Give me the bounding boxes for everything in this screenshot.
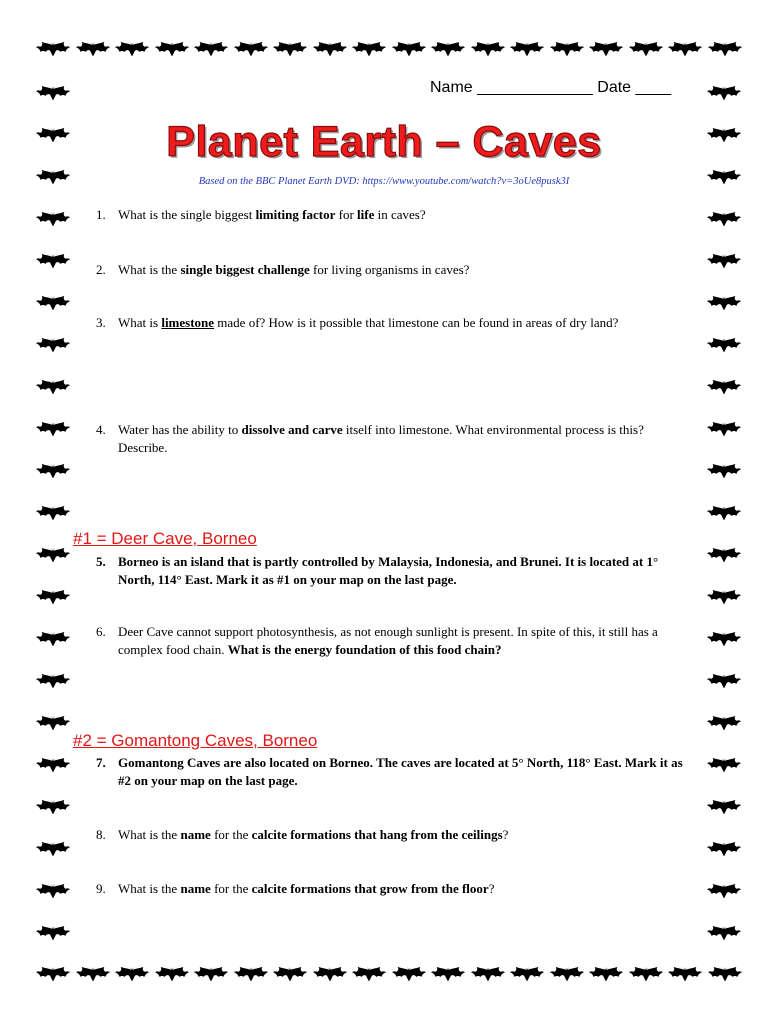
source-link[interactable]: Based on the BBC Planet Earth DVD: https://www.youtube.com/watch?v=3oUe8pusk3I bbox=[198, 176, 570, 187]
question-text: Water has the ability to bbox=[118, 422, 242, 437]
question-4 bbox=[96, 421, 696, 457]
bat-icon bbox=[36, 84, 70, 101]
question-keyword: limestone bbox=[161, 315, 215, 330]
bat-icon bbox=[36, 546, 70, 563]
bat-icon bbox=[36, 672, 70, 689]
bat-icon bbox=[707, 546, 741, 563]
bat-icon bbox=[36, 798, 70, 815]
bat-icon bbox=[313, 965, 347, 982]
date-blank: ____ bbox=[635, 79, 672, 96]
bat-icon bbox=[36, 420, 70, 437]
bat-icon bbox=[707, 252, 741, 269]
bat-icon bbox=[471, 40, 505, 57]
bat-icon bbox=[36, 336, 70, 353]
question-number: 2. bbox=[96, 262, 106, 277]
bat-icon bbox=[36, 462, 70, 479]
date-label: Date bbox=[597, 79, 632, 96]
bat-icon bbox=[510, 40, 544, 57]
question-keyword: limiting factor bbox=[255, 207, 336, 222]
bat-icon bbox=[392, 965, 426, 982]
bat-icon bbox=[194, 965, 228, 982]
question-number: 6. bbox=[96, 624, 106, 639]
question-3 bbox=[96, 314, 696, 332]
question-text: for living organisms in caves? bbox=[309, 262, 470, 277]
question-5 bbox=[96, 553, 696, 589]
bat-icon bbox=[589, 965, 623, 982]
question-number: 8. bbox=[96, 827, 106, 842]
bat-icon bbox=[707, 294, 741, 311]
question-number: 3. bbox=[96, 315, 106, 330]
bat-icon bbox=[431, 965, 465, 982]
bat-icon bbox=[36, 756, 70, 773]
question-keyword: name bbox=[180, 881, 211, 896]
bat-icon bbox=[115, 965, 149, 982]
question-7 bbox=[96, 754, 696, 790]
bat-icon bbox=[36, 378, 70, 395]
bat-icon bbox=[36, 630, 70, 647]
bat-icon bbox=[629, 965, 663, 982]
question-keyword: calcite formations that grow from the floor bbox=[251, 881, 489, 896]
question-text: itself into limestone. What environmental process is this? Describe. bbox=[118, 422, 644, 455]
bat-icon bbox=[431, 40, 465, 57]
bat-icon bbox=[155, 965, 189, 982]
bat-icon bbox=[36, 714, 70, 731]
question-text: for the bbox=[210, 881, 252, 896]
question-text: for the bbox=[210, 827, 252, 842]
bat-icon bbox=[234, 40, 268, 57]
question-number: 4. bbox=[96, 422, 106, 437]
bat-icon bbox=[510, 965, 544, 982]
bat-icon bbox=[36, 252, 70, 269]
question-keyword: single biggest challenge bbox=[180, 262, 310, 277]
bat-icon bbox=[76, 40, 110, 57]
bat-icon bbox=[707, 84, 741, 101]
question-text: What is the single biggest bbox=[118, 207, 256, 222]
bat-icon bbox=[36, 504, 70, 521]
bat-icon bbox=[707, 588, 741, 605]
bat-icon bbox=[36, 882, 70, 899]
bat-icon bbox=[707, 756, 741, 773]
question-keyword: calcite formations that hang from the ceilings bbox=[251, 827, 503, 842]
question-number: 7. bbox=[96, 755, 106, 770]
question-text: Deer Cave cannot support photosynthesis, as not enough sunlight is present. In spite of this, it still has a complex food chain. bbox=[118, 624, 658, 657]
bat-icon bbox=[707, 504, 741, 521]
question-text: ? bbox=[488, 881, 495, 896]
question-text: made of? How is it possible that limestone can be found in areas of dry land? bbox=[214, 315, 619, 330]
bat-icon bbox=[707, 462, 741, 479]
question-2 bbox=[96, 261, 696, 279]
bat-icon bbox=[708, 965, 742, 982]
question-8 bbox=[96, 826, 696, 844]
name-label: Name bbox=[430, 79, 473, 96]
bat-icon bbox=[273, 40, 307, 57]
question-text: Gomantong Caves are also located on Borneo. The caves are located at 5° North, 118° East. Mark it as #2 on your map on the last page. bbox=[118, 755, 683, 788]
question-text: What is the bbox=[118, 262, 181, 277]
question-keyword: dissolve and carve bbox=[241, 422, 343, 437]
bat-icon bbox=[36, 924, 70, 941]
bat-icon bbox=[273, 965, 307, 982]
bat-icon bbox=[668, 965, 702, 982]
bat-icon bbox=[550, 965, 584, 982]
bat-icon bbox=[36, 294, 70, 311]
bat-icon bbox=[36, 588, 70, 605]
bat-icon bbox=[352, 40, 386, 57]
bat-icon bbox=[707, 798, 741, 815]
bat-icon bbox=[707, 882, 741, 899]
bat-icon bbox=[352, 965, 386, 982]
bat-icon bbox=[707, 210, 741, 227]
bat-icon bbox=[707, 420, 741, 437]
bat-icon bbox=[707, 336, 741, 353]
bat-icon bbox=[471, 965, 505, 982]
question-text: Borneo is an island that is partly controlled by Malaysia, Indonesia, and Brunei. It is located at 1° North, 114° East. Mark it as #1 on your map on the last page. bbox=[118, 554, 659, 587]
question-keyword: name bbox=[180, 827, 211, 842]
question-9 bbox=[96, 880, 696, 898]
question-number: 5. bbox=[96, 554, 106, 569]
bat-icon bbox=[707, 924, 741, 941]
page-title: Planet Earth – Caves bbox=[166, 118, 602, 166]
bat-icon bbox=[194, 40, 228, 57]
bat-icon bbox=[707, 840, 741, 857]
question-keyword: life bbox=[357, 207, 375, 222]
bat-icon bbox=[234, 965, 268, 982]
bat-icon bbox=[115, 40, 149, 57]
bat-icon bbox=[707, 378, 741, 395]
bat-icon bbox=[392, 40, 426, 57]
question-text: in caves? bbox=[374, 207, 426, 222]
bat-icon bbox=[668, 40, 702, 57]
question-number: 9. bbox=[96, 881, 106, 896]
question-keyword: What is the energy foundation of this food chain? bbox=[227, 642, 502, 657]
section-heading-deer-cave: #1 = Deer Cave, Borneo bbox=[73, 529, 257, 548]
question-1 bbox=[96, 206, 696, 224]
question-text: What is the bbox=[118, 827, 181, 842]
name-date-line bbox=[430, 79, 671, 97]
question-text: for bbox=[335, 207, 358, 222]
section-heading-gomantong: #2 = Gomantong Caves, Borneo bbox=[73, 731, 318, 750]
bat-icon bbox=[629, 40, 663, 57]
bat-icon bbox=[550, 40, 584, 57]
bat-icon bbox=[36, 40, 70, 57]
bat-icon bbox=[707, 714, 741, 731]
bat-icon bbox=[155, 40, 189, 57]
question-text: ? bbox=[502, 827, 509, 842]
question-6 bbox=[96, 623, 696, 659]
question-number: 1. bbox=[96, 207, 106, 222]
bat-icon bbox=[36, 840, 70, 857]
bat-icon bbox=[589, 40, 623, 57]
bat-icon bbox=[707, 672, 741, 689]
bat-icon bbox=[36, 210, 70, 227]
bat-icon bbox=[36, 965, 70, 982]
question-text: What is bbox=[118, 315, 162, 330]
question-text: What is the bbox=[118, 881, 181, 896]
bat-icon bbox=[76, 965, 110, 982]
bat-icon bbox=[313, 40, 347, 57]
name-blank: _____________ bbox=[477, 79, 593, 96]
bat-icon bbox=[707, 630, 741, 647]
bat-icon bbox=[708, 40, 742, 57]
